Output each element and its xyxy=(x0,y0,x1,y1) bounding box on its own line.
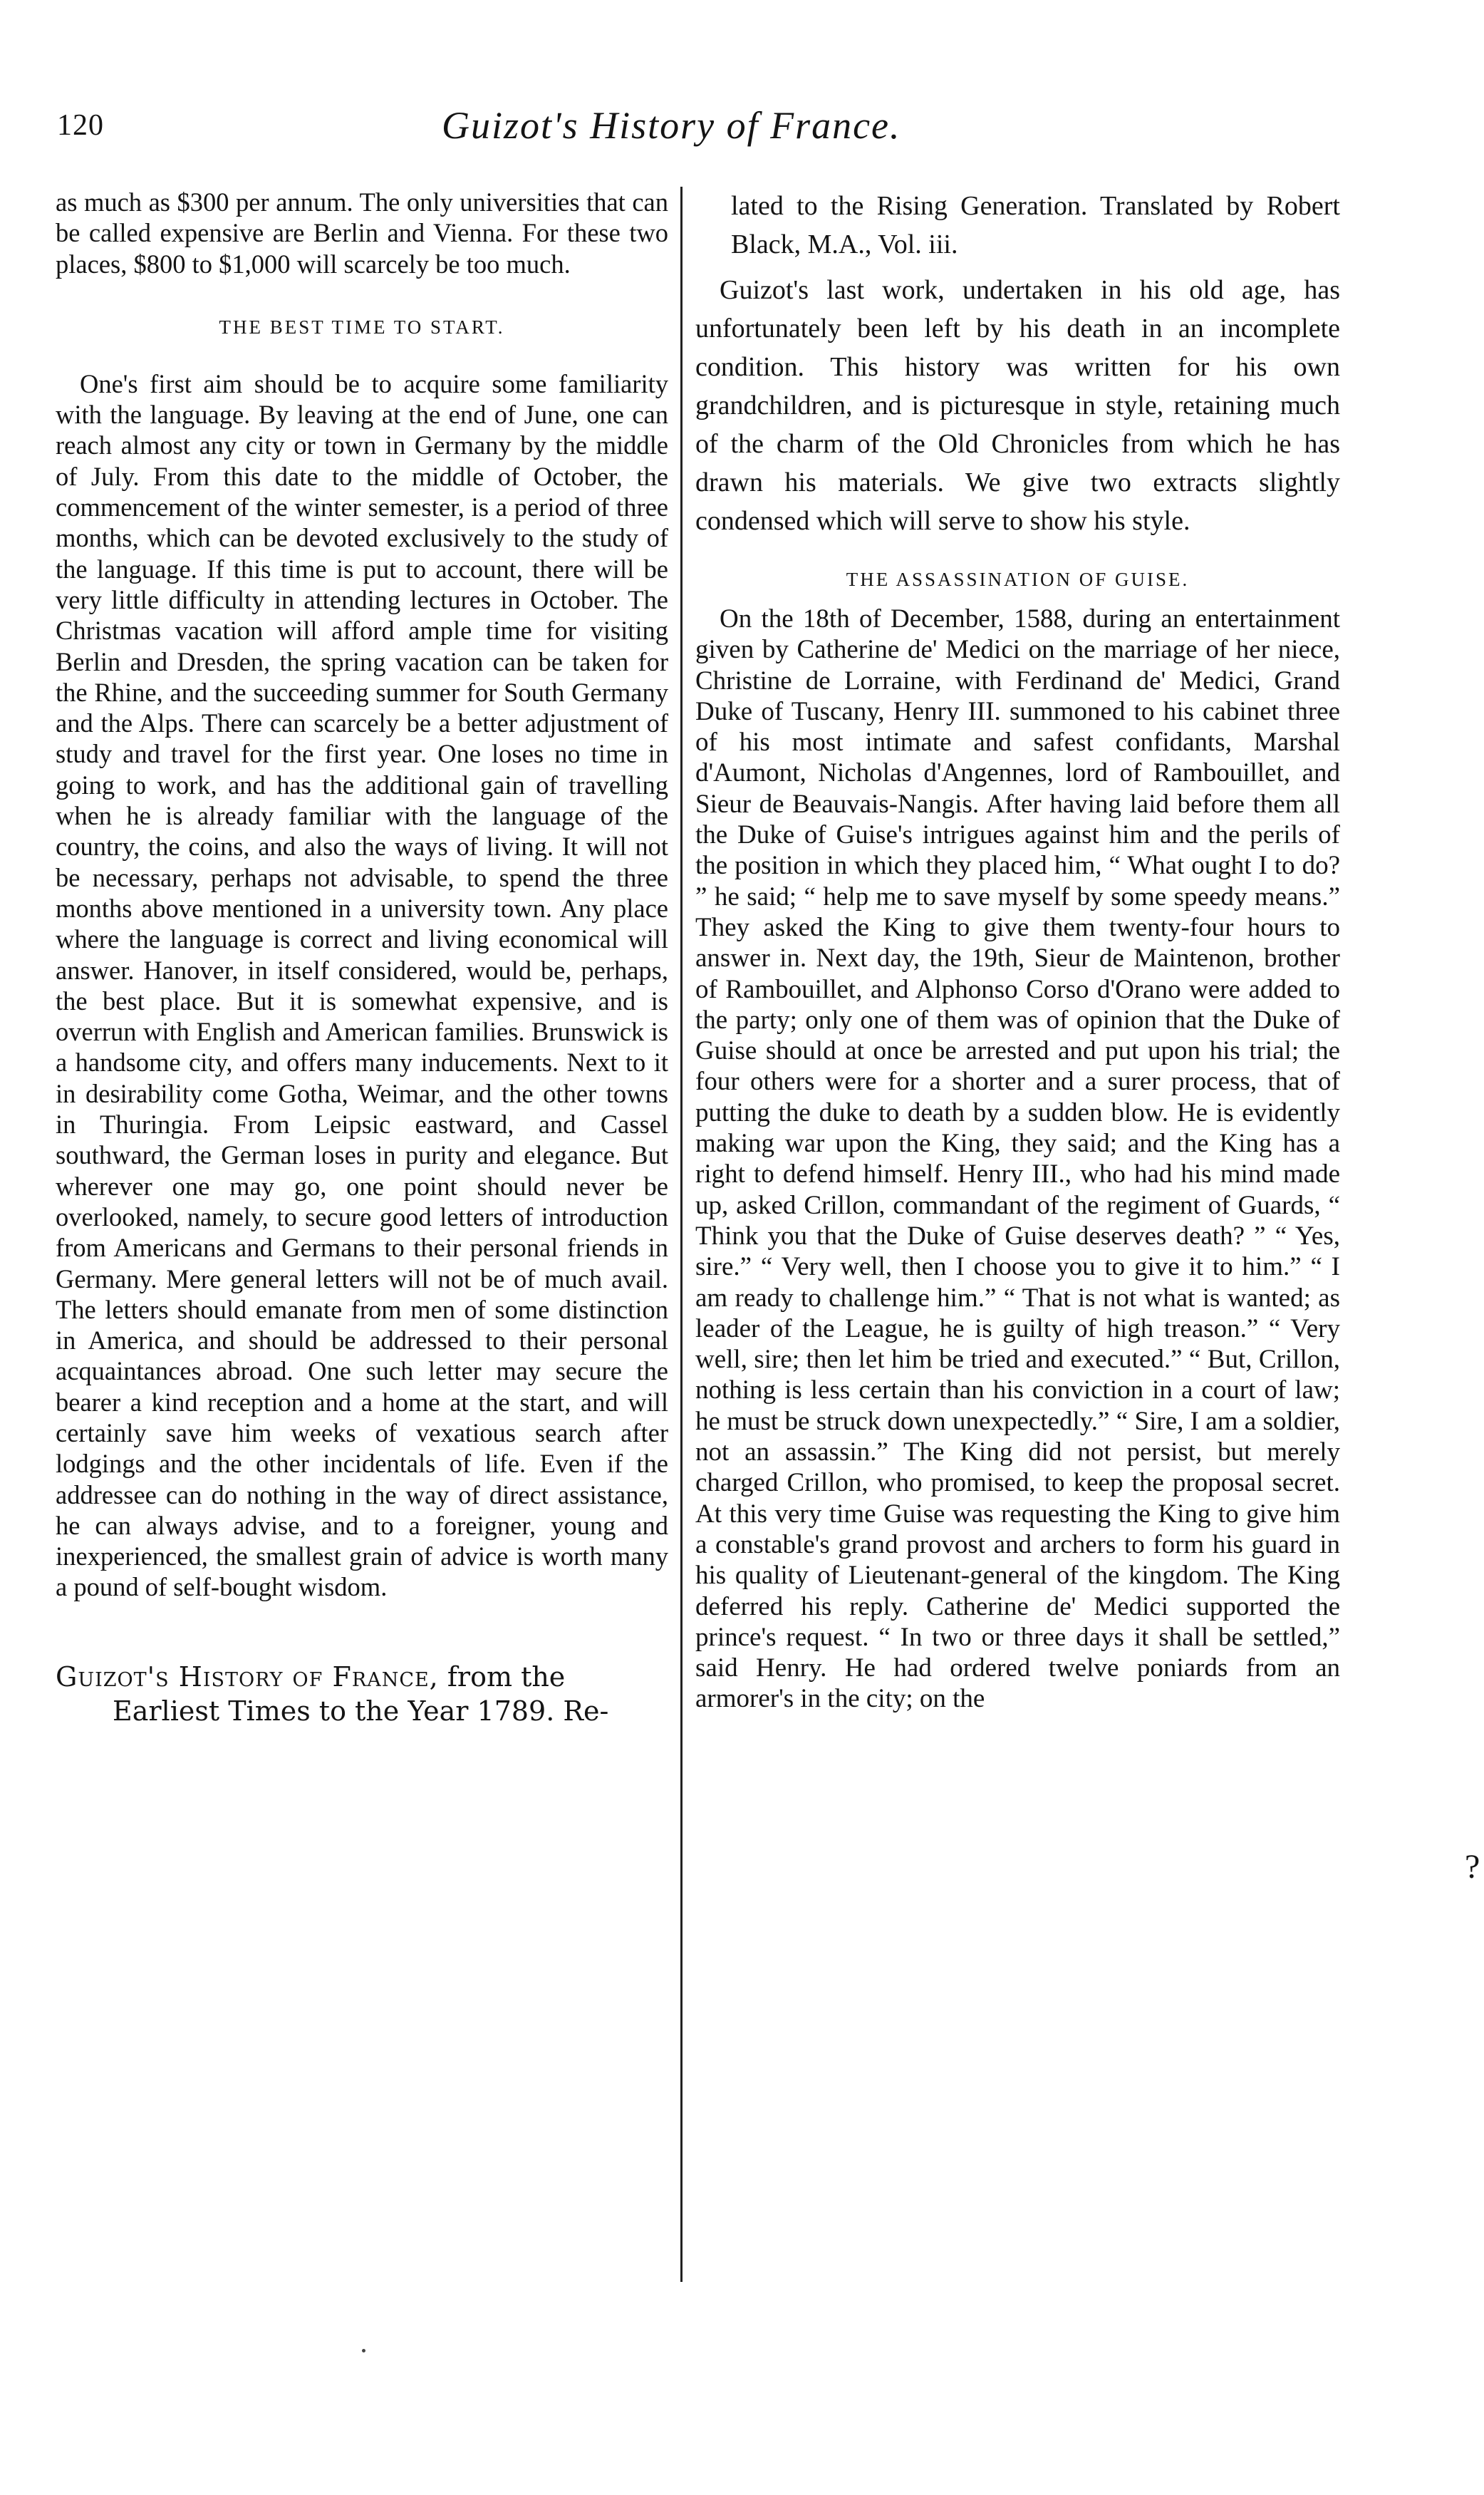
review-title xyxy=(56,1660,668,1728)
section-heading-best-time: THE BEST TIME TO START. xyxy=(219,316,505,338)
right-body-paragraph: On the 18th of December, 1588, during an entertainment given by Catherine de' Medici on the marriage of her niece, Christine de Lorraine, with Ferdinand de' Medici, Grand Duke of Tuscany, Henry III. summoned to his cabinet three of his most intimate and safest confidants, Marshal d'Aumont, Nicholas d'Angennes, lord of Rambouillet, and Sieur de Beauvais-Nangis. After having laid before them all the Duke of Guise's intrigues against him and the perils of the position in which they placed him, “ What ought I to do? ” he said; “ help me to save myself by some speedy means.” They asked the King to give them twenty-four hours to answer in. Next day, the 19th, Sieur de Maintenon, brother of Rambouillet, and Alphonso Corso d'Orano were added to the party; only one of them was of opinion that the Duke of Guise should at once be arrested and put upon his trial; the four others were for a shorter and a surer process, that of putting the duke to death by a sudden blow. He is evidently making war upon the King, they said; and the King has a right to defend himself. Henry III., who had his mind made up, asked Crillon, commandant of the regiment of Guards, “ Think you that the Duke of Guise deserves death? ” “ Yes, sire.” “ Very well, then I choose you to give it to him.” “ I am ready to challenge him.” “ That is not what is wanted; as leader of the League, he is guilty of high treason.” “ Very well, sire; then let him be tried and executed.” “ But, Crillon, nothing is less certain than his conviction in a court of law; he must be struck down unexpectedly.” “ Sire, I am a soldier, not an assassin.” The King did not persist, but merely charged Crillon, who promised, to keep the proposal secret. At this very time Guise was requesting the King to give him a constable's grand provost and archers to form his guard in his quality of Lieutenant-general of the kingdom. The King deferred his reply. Catherine de' Medici supported the prince's request. “ In two or three days it shall be settled,” said Henry. He had ordered twelve poniards from an armorer's in the city; on the xyxy=(695,604,1340,1714)
review-title-continuation: lated to the Rising Generation. Translated by Robert Black, M.A., Vol. iii. xyxy=(731,191,1340,259)
margin-mark: ? xyxy=(1465,1848,1480,1886)
review-intro-paragraph: Guizot's last work, undertaken in his old age, has unfortunately been left by his death in an incomplete condition. This history was written for his own grandchildren, and is picturesque in style, retaining much of the charm of the Old Chronicles from which he has drawn his materials. We give two extracts slightly condensed which will serve to show his style. xyxy=(695,275,1340,536)
left-column xyxy=(56,187,668,2275)
page-number: 120 xyxy=(57,109,104,142)
ink-speck xyxy=(362,2349,365,2352)
left-body-paragraph: One's first aim should be to acquire some familiarity with the language. By leaving at the end of June, one can reach almost any city or town in Germany by the middle of July. From this date to the middle of October, the commencement of the winter semester, is a period of three months, which can be devoted exclusively to the study of the language. If this time is put to account, there will be very little difficulty in attending lectures in October. The Christmas vacation will afford ample time for visiting Berlin and Dresden, the spring vacation can be taken for the Rhine, and the succeeding summer for South Germany and the Alps. There can scarcely be a better adjustment of study and travel for the first year. One loses no time in going to work, and has the additional gain of travelling when he is already familiar with the language of the country, the coins, and also the ways of living. It will not be necessary, perhaps not advisable, to spend the three months above mentioned in a university town. Any place where the language is correct and living economical will answer. Hanover, in itself considered, would be, perhaps, the best place. But it is somewhat expensive, and is overrun with English and American families. Brunswick is a handsome city, and offers many inducements. Next to it in desirability come Gotha, Weimar, and the other towns in Thuringia. From Leipsic eastward, and Cassel southward, the German loses in purity and elegance. But wherever one may go, one point should never be overlooked, namely, to secure good letters of introduction from Americans and Germans to their personal friends in Germany. Mere general letters will not be of much avail. The letters should emanate from men of some distinction in America, and should be addressed to their personal acquaintances abroad. One such letter may secure the bearer a kind reception and a home at the start, and will certainly save him weeks of vexatious search after lodgings and the other incidentals of life. Even if the addressee can do nothing in the way of direct assistance, he can always advise, and to a foreigner, young and inexperienced, the smallest grain of advice is worth many a pound of self-bought wisdom. xyxy=(56,368,668,1602)
column-divider xyxy=(680,187,683,2282)
section-heading-assassination: THE ASSASSINATION OF GUISE. xyxy=(846,569,1190,590)
running-title: Guizot's History of France. xyxy=(442,104,901,147)
review-title-line2: Earliest Times to the Year 1789. Re- xyxy=(113,1695,609,1727)
left-continuation-text: as much as $300 per annum. The only universities that can be called expensive are Berlin and Vienna. For these two places, $800 to $1,000 will scarcely be too much. xyxy=(56,187,668,279)
right-column xyxy=(695,187,1340,2275)
review-title-rest: from the xyxy=(438,1660,566,1693)
review-title-smallcaps: Guizot's History of France, xyxy=(56,1660,439,1693)
